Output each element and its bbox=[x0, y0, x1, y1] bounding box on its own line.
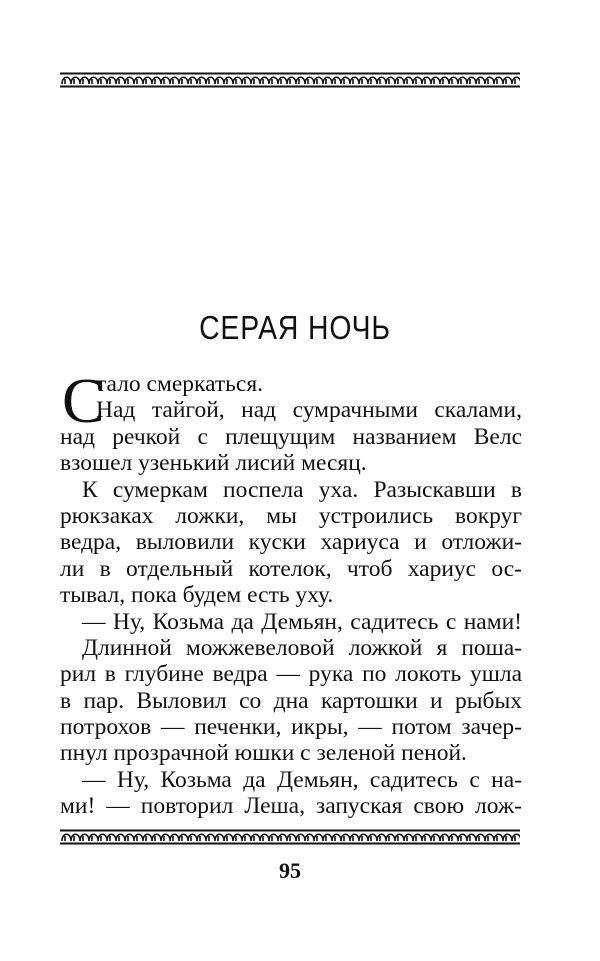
chapter-title: СЕРАЯ НОЧЬ bbox=[199, 309, 391, 346]
text-line: ли в отдельный котелок, чтоб хариус ос- bbox=[60, 555, 522, 582]
text-line: пнул прозрачной юшки с зеленой пеной. bbox=[60, 740, 467, 767]
ornament-top-border bbox=[60, 72, 520, 88]
text-line: ми! — повторил Леша, запуская свою лож- bbox=[60, 793, 522, 820]
text-line: над речкой с плещущим названием Велс bbox=[60, 423, 522, 450]
text-line: Длинной можжевеловой ложкой я поша- bbox=[82, 634, 522, 661]
text-line: — Ну, Козьма да Демьян, садитесь с на- bbox=[82, 766, 522, 793]
drop-cap: С bbox=[62, 365, 105, 436]
text-line: К сумеркам поспела уха. Разыскавши в bbox=[82, 476, 522, 503]
text-line: тывал, пока будем есть уху. bbox=[60, 582, 334, 609]
text-line: — Ну, Козьма да Демьян, садитесь с нами! bbox=[82, 608, 522, 635]
text-line: потрохов — печенки, икры, — потом зачер- bbox=[60, 714, 522, 741]
text-line: Над тайгой, над сумрачными скалами, bbox=[96, 397, 522, 424]
page-number: 95 bbox=[279, 858, 301, 883]
chapter-body bbox=[60, 365, 522, 846]
ornament-bottom-border bbox=[60, 829, 520, 845]
text-line: взошел узенький лисий месяц. bbox=[60, 450, 367, 477]
text-line: тало смеркаться. bbox=[96, 371, 264, 397]
text-line: в пар. Выловил со дна картошки и рыбых bbox=[60, 687, 522, 714]
text-line: рил в глубине ведра — рука по локоть ушла bbox=[60, 661, 522, 688]
text-line: рюкзаках ложки, мы устроились вокруг bbox=[60, 502, 522, 529]
text-line: ведра, выловили куски хариуса и отложи- bbox=[60, 529, 522, 556]
